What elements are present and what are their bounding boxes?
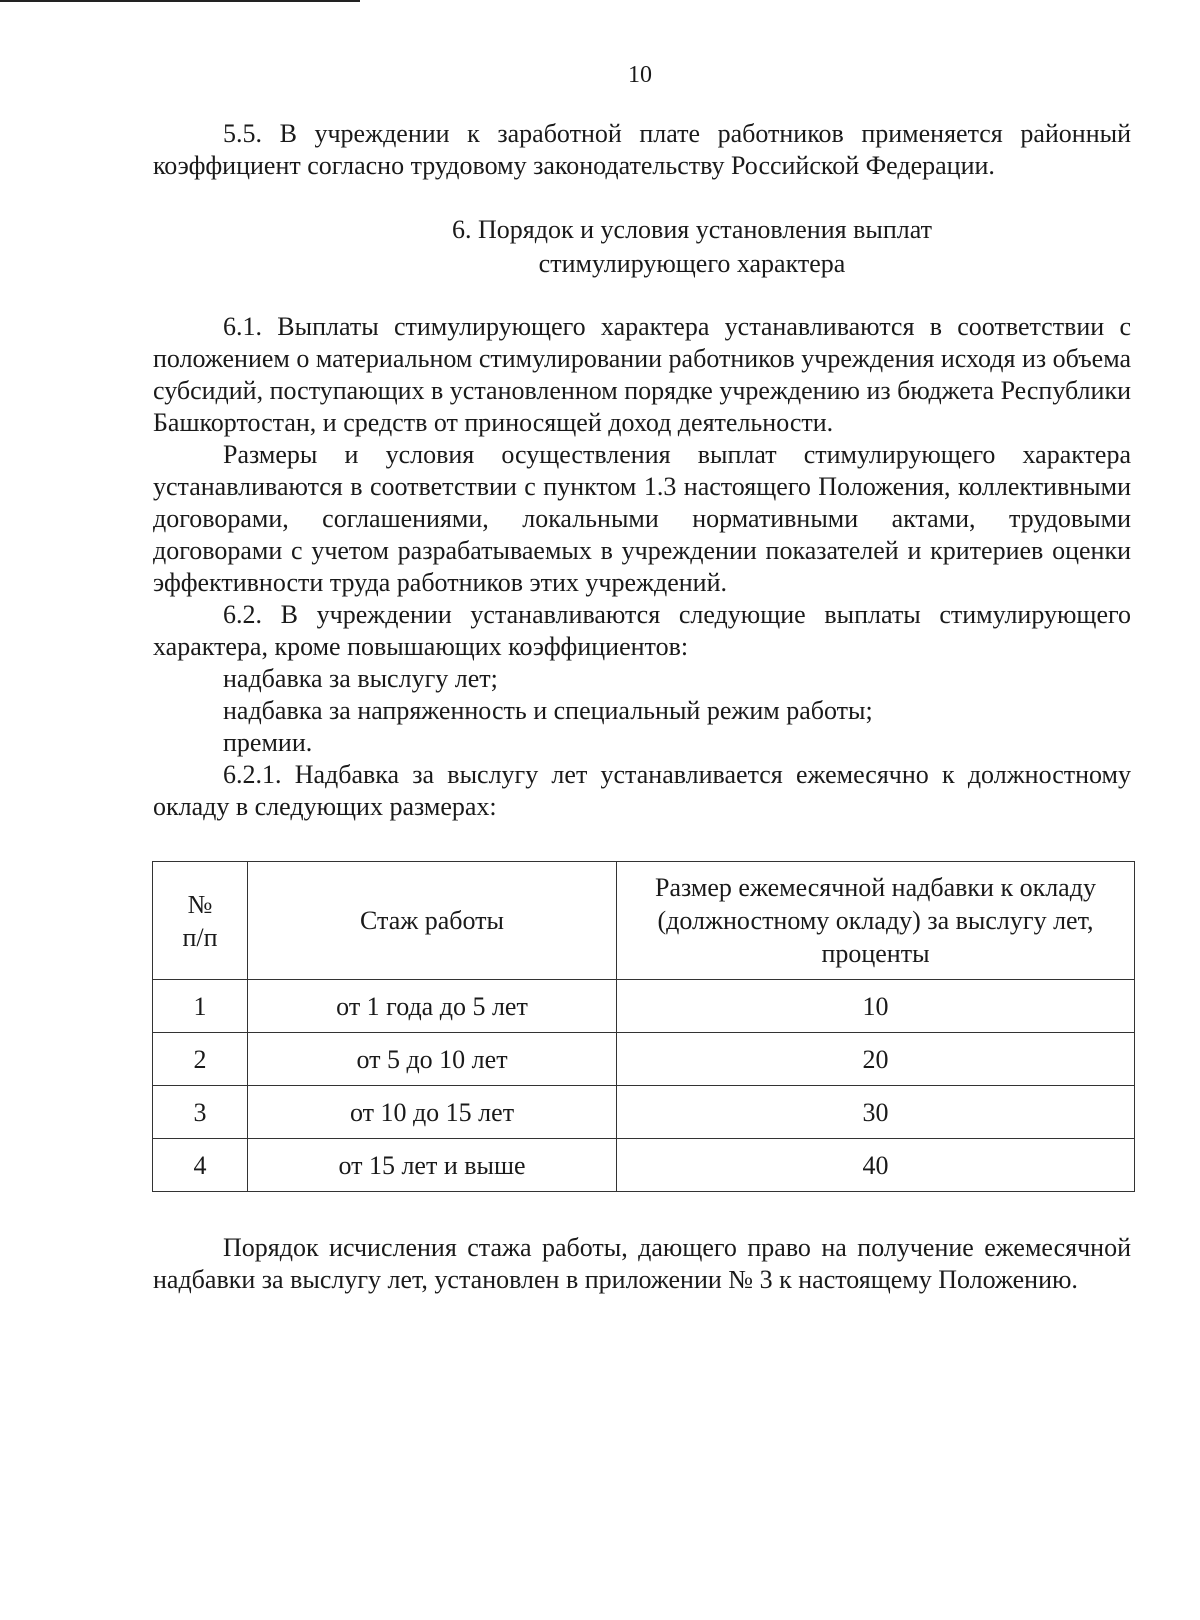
section-heading-line-1: 6. Порядок и условия установления выплат xyxy=(452,215,932,244)
cell-stazh: от 1 года до 5 лет xyxy=(248,980,617,1033)
header-stazh: Стаж работы xyxy=(248,862,617,980)
paragraph-order: Порядок исчисления стажа работы, дающего право на получение ежемесячной надбавки за выслугу лет, установлен в приложении № 3 к настоящему Положению. xyxy=(153,1233,1131,1294)
paragraph-5-5: 5.5. В учреждении к заработной плате работников применяется районный коэффициент согласно трудовому законодательству Российской Федерации. xyxy=(153,119,1131,180)
cell-num: 4 xyxy=(153,1139,248,1192)
paragraph-6-2: 6.2. В учреждении устанавливаются следующие выплаты стимулирующего характера, кроме повышающих коэффициентов: xyxy=(153,600,1131,661)
cell-percent: 40 xyxy=(617,1139,1135,1192)
list-item: надбавка за выслугу лет; xyxy=(223,664,498,693)
list-item: надбавка за напряженность и специальный режим работы; xyxy=(223,696,873,725)
header-size: Размер ежемесячной надбавки к окладу (должностному окладу) за выслугу лет, проценты xyxy=(617,862,1135,980)
list-item: премии. xyxy=(223,728,313,757)
document-body xyxy=(153,118,1131,1296)
cell-percent: 10 xyxy=(617,980,1135,1033)
cell-num: 1 xyxy=(153,980,248,1033)
service-length-table xyxy=(152,861,1135,1192)
table-row xyxy=(153,1086,1135,1139)
cell-stazh: от 10 до 15 лет xyxy=(248,1086,617,1139)
paragraph-6-1: 6.1. Выплаты стимулирующего характера устанавливаются в соответствии с положением о материальном стимулировании работников учреждения исходя из объема субсидий, поступающих в установленном порядке учреждению из бюджета Республики Башкортостан, и средств от приносящей доход деятельности. xyxy=(153,312,1132,437)
cell-stazh: от 15 лет и выше xyxy=(248,1139,617,1192)
table-row xyxy=(153,980,1135,1033)
cell-percent: 30 xyxy=(617,1086,1135,1139)
cell-stazh: от 5 до 10 лет xyxy=(248,1033,617,1086)
cell-num: 3 xyxy=(153,1086,248,1139)
section-heading-line-2: стимулирующего характера xyxy=(538,249,846,278)
section-heading xyxy=(153,213,1131,281)
page-number: 10 xyxy=(628,62,652,88)
table-row xyxy=(153,1033,1135,1086)
header-number: № п/п xyxy=(153,862,248,980)
paragraph-sizes: Размеры и условия осуществления выплат стимулирующего характера устанавливаются в соответствии с пунктом 1.3 настоящего Положения, коллективными договорами, соглашениями, локальными нормативными актами, трудовыми договорами с учетом разрабатываемых в учреждении показателей и критериев оценки эффективности труда работников этих учреждений. xyxy=(153,440,1131,597)
scan-edge-line xyxy=(0,0,360,2)
table-header-row xyxy=(153,862,1135,980)
cell-num: 2 xyxy=(153,1033,248,1086)
table-row xyxy=(153,1139,1135,1192)
paragraph-6-2-1: 6.2.1. Надбавка за выслугу лет устанавливается ежемесячно к должностному окладу в следующих размерах: xyxy=(153,760,1131,821)
cell-percent: 20 xyxy=(617,1033,1135,1086)
